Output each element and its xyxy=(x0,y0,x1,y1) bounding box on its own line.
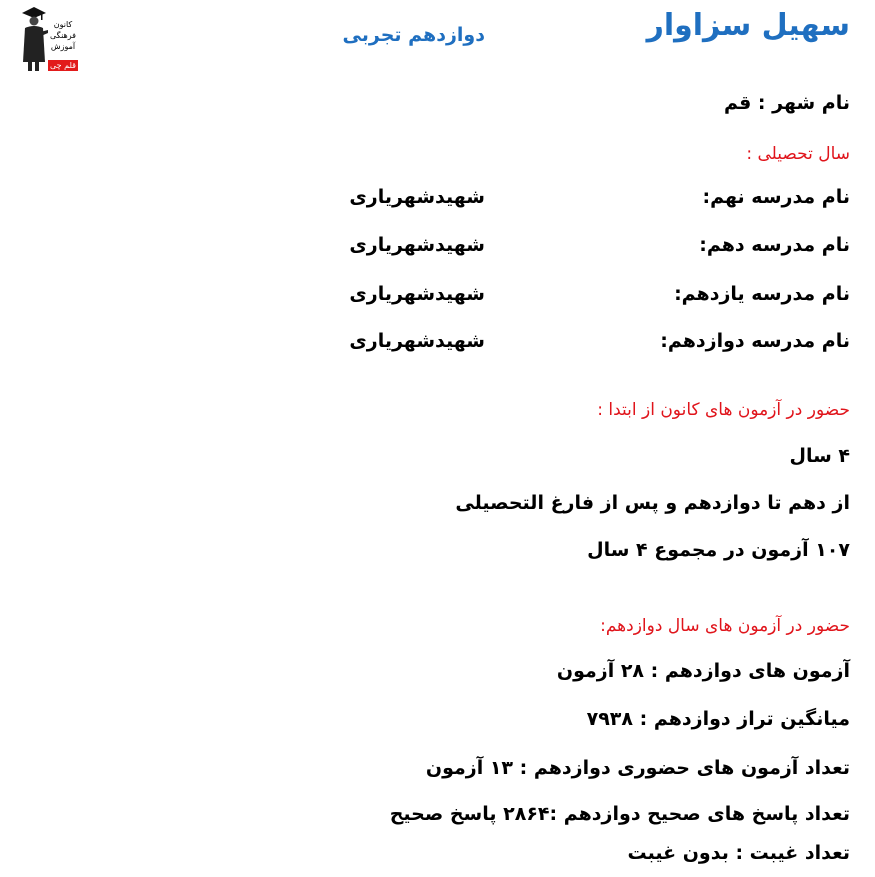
academic-year-label: سال تحصیلی : xyxy=(746,144,850,164)
school-10-label: نام مدرسه دهم: xyxy=(699,234,850,256)
logo-text-line: فرهنگی xyxy=(50,31,76,40)
grade-field: دوازدهم تجربی xyxy=(342,24,485,46)
grade12-in-person: تعداد آزمون های حضوری دوازدهم : ۱۳ آزمون xyxy=(425,757,850,779)
grade12-absences: تعداد غیبت : بدون غیبت xyxy=(627,842,850,864)
logo-text-line: آموزش xyxy=(50,42,76,51)
attendance-range: از دهم تا دوازدهم و پس از فارغ التحصیلی xyxy=(455,492,850,514)
kanoon-logo xyxy=(20,4,78,72)
grade12-exams: آزمون های دوازدهم : ۲۸ آزمون xyxy=(556,660,850,682)
attendance-grade12-heading: حضور در آزمون های سال دوازدهم: xyxy=(600,616,850,636)
school-12-value: شهیدشهریاری xyxy=(349,330,485,352)
logo-badge: قلم چی xyxy=(48,60,78,71)
school-9-value: شهیدشهریاری xyxy=(349,186,485,208)
graduate-figure-icon xyxy=(20,4,48,72)
attendance-total-count: ۱۰۷ آزمون در مجموع ۴ سال xyxy=(587,539,850,561)
student-name: سهیل سزاوار xyxy=(646,8,850,43)
grade12-correct-answers: تعداد پاسخ های صحیح دوازدهم :۲۸۶۴ پاسخ صحیح xyxy=(389,803,850,825)
school-9-label: نام مدرسه نهم: xyxy=(702,186,850,208)
grade12-average: میانگین تراز دوازدهم : ۷۹۳۸ xyxy=(586,708,850,730)
attendance-total-heading: حضور در آزمون های کانون از ابتدا : xyxy=(597,400,850,420)
school-10-value: شهیدشهریاری xyxy=(349,234,485,256)
city-line: نام شهر : قم xyxy=(723,92,850,114)
logo-text-line: کانون xyxy=(53,20,73,29)
school-11-label: نام مدرسه یازدهم: xyxy=(674,283,850,305)
school-11-value: شهیدشهریاری xyxy=(349,283,485,305)
school-12-label: نام مدرسه دوازدهم: xyxy=(660,330,850,352)
attendance-years: ۴ سال xyxy=(789,445,850,467)
